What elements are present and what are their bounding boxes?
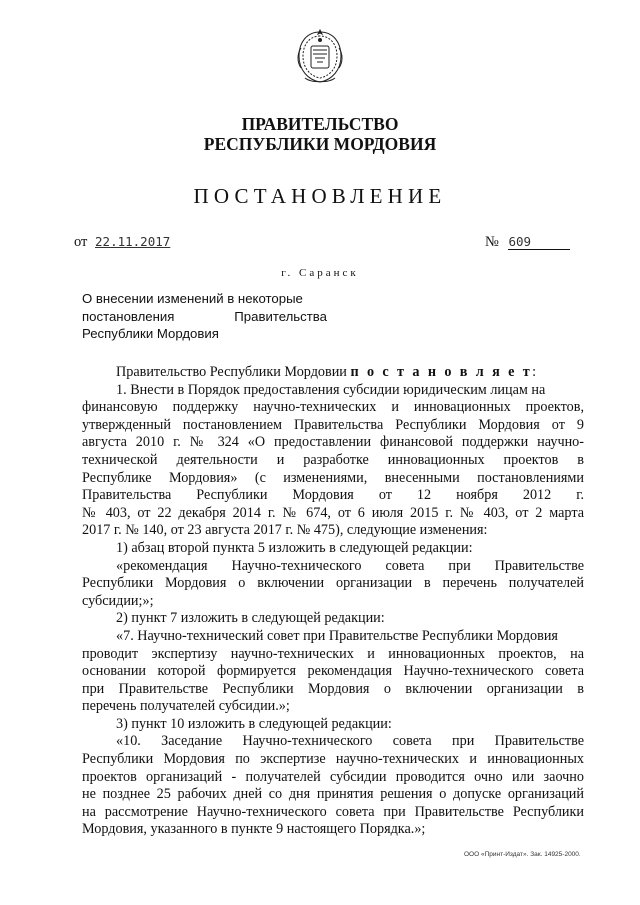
city-name: г. Саранск <box>281 267 359 279</box>
body-line: проводит экспертизу научно-технических и инновационных проектов, на <box>82 645 584 662</box>
body-line: субсидии;»; <box>82 592 154 609</box>
body-line: утвержденный постановлением Правительства Республики Мордовия от 9 <box>82 416 584 433</box>
subject-line <box>82 308 327 326</box>
intro-text: Правительство Республики Мордовии <box>116 364 351 380</box>
number-prefix: № <box>485 234 499 250</box>
body-line: Республики Мордовия о включении организации в перечень получателей <box>82 575 584 592</box>
document-body <box>82 364 584 839</box>
body-line: «рекомендация Научно-технического совета при Правительстве <box>116 557 584 574</box>
body-line: Республики Мордовия по экспертизе научно-технических и инновационных <box>82 751 584 768</box>
date-value: 22.11.2017 <box>95 234 171 249</box>
body-line: 1. Внести в Порядок предоставления субсидии юридическим лицам на <box>116 381 546 398</box>
body-line: Правительства Республики Мордовия от 12 ноября 2012 г. <box>82 487 584 504</box>
body-line: «7. Научно-технический совет при Правительстве Республики Мордовия <box>116 627 558 644</box>
intro-verb: п о с т а н о в л я е т <box>350 364 533 380</box>
document-subject <box>82 290 342 343</box>
subject-line: О внесении изменений в некоторые <box>82 291 303 306</box>
body-line: при Правительстве Республики Мордовия о включении организации в <box>82 680 584 697</box>
document-type-title: ПОСТАНОВЛЕНИЕ <box>193 184 447 208</box>
body-line: Республике Мордовия» (с изменениями, внесенными постановлениями <box>82 469 584 486</box>
body-line: 2017 г. № 140, от 23 августа 2017 г. № 475), следующие изменения: <box>82 522 488 539</box>
body-line: проектов организаций - получателей субсидии проводится очно или заочно <box>82 768 584 785</box>
subject-word: Правительства <box>234 308 327 324</box>
printer-imprint: ООО «Принт-Издат». Зак. 14925-2000. <box>464 851 581 858</box>
number-value: 609 <box>508 235 570 250</box>
body-line: августа 2010 г. № 324 «О предоставлении финансовой поддержки научно- <box>82 434 584 451</box>
document-number <box>485 233 570 251</box>
body-line: финансовую поддержку научно-технических и инновационных проектов, <box>82 399 584 416</box>
body-line: 3) пункт 10 изложить в следующей редакции: <box>116 715 392 732</box>
subject-line: Республики Мордовия <box>82 326 219 341</box>
body-line: 2) пункт 7 изложить в следующей редакции: <box>116 610 385 627</box>
document-date <box>74 233 170 251</box>
subject-word: постановления <box>82 308 175 324</box>
body-line: 1) абзац второй пункта 5 изложить в следующей редакции: <box>116 539 473 556</box>
organization-name-line2: РЕСПУБЛИКИ МОРДОВИЯ <box>203 134 437 154</box>
body-line: основании которой формируется рекомендация Научно-технического совета <box>82 663 584 680</box>
body-line: «10. Заседание Научно-технического совета при Правительстве <box>116 733 584 750</box>
body-line: Мордовия, указанного в пункте 9 настоящего Порядка.»; <box>82 821 426 838</box>
intro-line <box>82 364 584 382</box>
body-line: технической деятельности и разработке инновационных проектов в <box>82 451 584 468</box>
body-line: не позднее 25 рабочих дней со дня принятия решения о допуске организаций <box>82 786 584 803</box>
body-line: перечень получателей субсидии.»; <box>82 698 290 715</box>
intro-colon: : <box>532 364 537 380</box>
organization-name-line1: ПРАВИТЕЛЬСТВО <box>241 114 399 134</box>
body-line: на рассмотрение Научно-технического совета при Правительстве Республики <box>82 803 584 820</box>
date-prefix: от <box>74 234 88 250</box>
coat-of-arms-emblem <box>291 28 349 86</box>
body-line: № 403, от 22 декабря 2014 г. № 674, от 6 июля 2015 г. № 403, от 2 марта <box>82 504 584 521</box>
